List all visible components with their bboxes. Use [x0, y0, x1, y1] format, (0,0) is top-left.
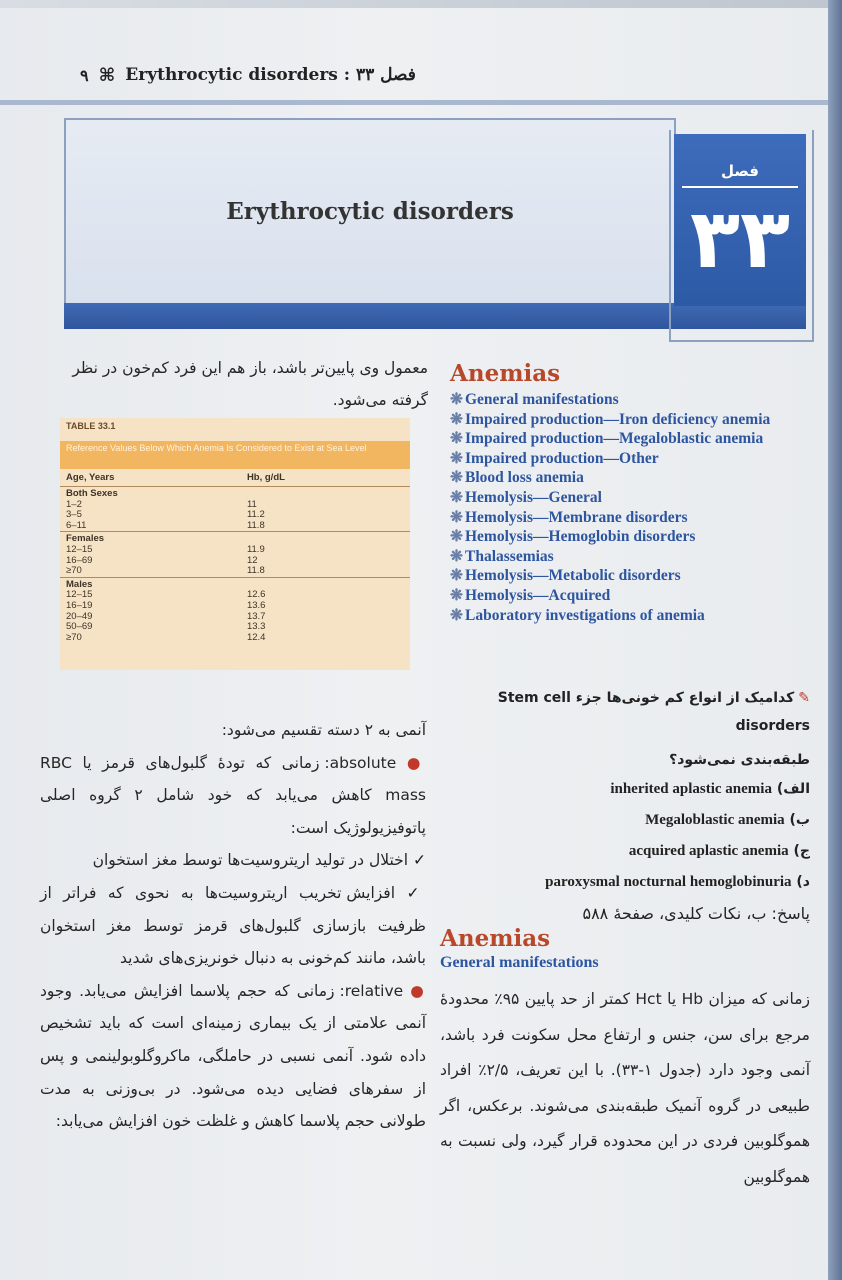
table-cell-hb: 11.2	[246, 509, 265, 521]
toc-item	[450, 429, 810, 449]
toc-item	[450, 488, 810, 508]
toc-item-label: Hemolysis—Acquired	[465, 586, 611, 604]
table-cell-age: ≥70	[66, 631, 82, 643]
table-cell-age: ≥70	[66, 565, 82, 577]
anemia-types-intro: آنمی به ۲ دسته تقسیم می‌شود:	[221, 721, 426, 739]
table-row	[60, 521, 410, 532]
table-row	[60, 556, 410, 567]
toc-item	[450, 508, 810, 528]
table-group-name: Females	[60, 532, 410, 545]
question-options	[440, 774, 810, 898]
toc-item-label: Thalassemias	[465, 547, 554, 565]
toc-item-label: Impaired production—Iron deficiency anemia	[465, 410, 771, 428]
table-body	[60, 487, 410, 644]
check-text-2: افزایش تخریب اریتروسیت‌ها به نحوی که فراتر از ظرفیت بازسازی گلبول‌های قرمز توسط مغز استخوان باشد، مانند کم‌خونی به دنبال خونریزی‌های شدید	[40, 883, 426, 968]
toc-item-label: Hemolysis—General	[465, 488, 602, 506]
table-row	[60, 510, 410, 521]
table-cell-age: 16–19	[66, 599, 93, 611]
asterisk-icon: ❋	[450, 528, 463, 546]
page-right-edge	[828, 0, 842, 1280]
header-rule	[0, 100, 828, 105]
question-block	[440, 684, 810, 930]
table-group-row	[60, 487, 410, 500]
reference-table	[60, 418, 410, 670]
option-label: ب)	[789, 812, 810, 828]
table-cell-age: 3–5	[66, 509, 82, 521]
table-row	[60, 622, 410, 633]
pencil-icon: ✎	[798, 690, 810, 706]
question-line-2: طبقه‌بندی نمی‌شود؟	[669, 752, 810, 768]
asterisk-icon: ❋	[450, 488, 463, 506]
table-row	[60, 500, 410, 511]
left-intro-text: معمول وی پایین‌تر باشد، باز هم این فرد کم‌خون در نظر گرفته می‌شود.	[72, 359, 428, 409]
toc-list	[450, 390, 810, 625]
chapter-number-box	[674, 134, 806, 306]
absolute-anemia-item	[40, 747, 426, 845]
table-cell-age: 12–15	[66, 589, 93, 601]
table-cell-hb: 11.9	[246, 543, 265, 555]
chapter-word: فصل	[721, 162, 759, 180]
table-row	[60, 590, 410, 601]
table-row	[60, 566, 410, 577]
table-cell-hb: 12.4	[246, 631, 266, 643]
table-cell-age: 16–69	[66, 554, 93, 566]
question-option	[440, 774, 810, 805]
asterisk-icon: ❋	[450, 547, 463, 565]
check-icon: ✓	[408, 851, 426, 870]
table-cell-age: 1–2	[66, 498, 82, 510]
toc-item	[450, 586, 810, 606]
table-row	[60, 612, 410, 623]
option-label: الف)	[776, 781, 810, 797]
general-manifestations-paragraph: زمانی که میزان Hb یا Hct کمتر از حد پایین ۹۵٪ محدودهٔ مرجع برای سن، جنس و ارتفاع محل سکونت فرد باشد، آنمی وجود دارد (جدول ۱-۳۳). با این تعریف، ۲/۵٪ افراد طبیعی در گروه آنمیک طبقه‌بندی می‌شوند. برعکس، اگر هموگلوبین فردی در این محدوده قرار گیرد، ولی نسبت به هموگلوبین	[440, 990, 811, 1186]
table-cell-age: 12–15	[66, 543, 93, 555]
table-cell-age: 20–49	[66, 610, 93, 622]
question-answer: پاسخ: ب، نکات کلیدی، صفحهٔ ۵۸۸	[582, 904, 810, 923]
check-icon: ✓	[395, 883, 427, 902]
banner-bar	[64, 303, 806, 329]
relative-anemia-text: relative: زمانی که حجم پلاسما افزایش می‌یابد. وجود آنمی علامتی از یک بیماری زمینه‌ای است که باید تشخیص داده شود. آنمی نسبی در حاملگی، ماکروگلوبولینمی و پس از سفرهای فضایی دیده می‌شود. در بی‌وزنی به مدت طولانی حجم پلاسما کاهش و غلظت خون افزایش می‌یابد:	[40, 981, 426, 1131]
option-text: inherited aplastic anemia	[610, 781, 772, 797]
table-caption: TABLE 33.1	[66, 421, 116, 431]
asterisk-icon: ❋	[450, 508, 463, 526]
table-cell-age: 50–69	[66, 621, 93, 633]
table-row	[60, 633, 410, 644]
table-cell-age: 6–11	[66, 519, 87, 531]
toc-item-label: Laboratory investigations of anemia	[465, 606, 705, 624]
toc-item	[450, 566, 810, 586]
option-text: Megaloblastic anemia	[645, 812, 785, 828]
table-cell-hb: 11	[246, 498, 257, 510]
option-text: acquired aplastic anemia	[628, 843, 789, 859]
check-text-1: اختلال در تولید اریتروسیت‌ها توسط مغز استخوان	[92, 851, 409, 870]
section-general-manifestations	[440, 925, 810, 973]
option-text: paroxysmal nocturnal hemoglobinuria	[545, 874, 792, 890]
asterisk-icon: ❋	[450, 469, 463, 487]
toc-item	[450, 410, 810, 430]
option-label: ج)	[793, 843, 810, 859]
chapter-glyph-icon: ⌘	[98, 64, 116, 86]
toc-item	[450, 468, 810, 488]
check-item-1	[40, 844, 426, 877]
table-group-name: Both Sexes	[66, 488, 118, 499]
table-group-row	[60, 532, 410, 545]
bullet-icon: ●	[403, 981, 427, 1000]
asterisk-icon: ❋	[450, 586, 463, 604]
absolute-anemia-text: absolute: زمانی که تودهٔ گلبول‌های قرمز یا RBC mass کاهش می‌یابد که خود شامل ۲ گروه اصلی پاتوفیزیولوژیک است:	[40, 753, 426, 837]
table-cell-hb: 13.7	[246, 610, 266, 622]
check-item-2	[40, 877, 426, 975]
chapter-number: ۳۳	[689, 192, 791, 287]
asterisk-icon: ❋	[450, 449, 463, 467]
toc-item	[450, 606, 810, 626]
chapter-banner	[64, 118, 676, 305]
table-cell-hb: 11.8	[246, 565, 265, 577]
toc-item-label: Hemolysis—Membrane disorders	[465, 508, 688, 526]
option-label: د)	[796, 874, 810, 890]
asterisk-icon: ❋	[450, 567, 463, 585]
table-cell-hb: 12.6	[246, 589, 266, 601]
asterisk-icon: ❋	[450, 430, 463, 448]
toc-item-label: Hemolysis—Hemoglobin disorders	[465, 528, 696, 546]
table-row	[60, 601, 410, 612]
asterisk-icon: ❋	[450, 606, 463, 624]
running-header	[80, 60, 430, 90]
toc-item-label: General manifestations	[465, 391, 619, 408]
table-cell-hb: 13.6	[246, 599, 266, 611]
right-body-text	[440, 982, 810, 1195]
left-body-text	[40, 714, 426, 1138]
relative-anemia-item	[40, 975, 426, 1138]
question-line-1	[440, 684, 810, 740]
bullet-icon: ●	[396, 753, 427, 772]
running-header-title: Erythrocytic disorders : فصل ۳۳	[125, 65, 416, 85]
table-cell-hb: 12	[246, 554, 258, 566]
toc-item	[450, 449, 810, 469]
table-subtitle: Reference Values Below Which Anemia Is Considered to Exist at Sea Level	[60, 441, 410, 469]
toc-item-label: Impaired production—Megaloblastic anemia	[465, 430, 764, 448]
table-cell-hb: 11.8	[246, 519, 265, 531]
table-cell-hb: 13.3	[246, 621, 266, 633]
toc-item	[450, 547, 810, 567]
table-header-hb: Hb, g/dL	[197, 469, 410, 487]
page-top-shadow	[0, 0, 828, 8]
page-number: ۹	[80, 65, 89, 85]
table-header-age: Age, Years	[60, 469, 197, 487]
question-option	[440, 836, 810, 867]
question-option	[440, 867, 810, 898]
table-group-row	[60, 577, 410, 590]
asterisk-icon: ❋	[450, 410, 463, 428]
toc-item	[450, 390, 810, 410]
toc-item-label: Impaired production—Other	[465, 449, 659, 467]
toc-item-label: Blood loss anemia	[465, 469, 584, 487]
toc-item	[450, 527, 810, 547]
question-text-1: کدامیک از انواع کم خونی‌ها جزء Stem cell disorders	[497, 690, 810, 734]
asterisk-icon: ❋	[450, 391, 463, 408]
section-subtitle: General manifestations	[440, 954, 599, 971]
table-group-name: Males	[60, 577, 410, 590]
toc-title: Anemias	[450, 360, 561, 387]
section-title: Anemias	[440, 925, 551, 952]
chapter-toc	[450, 360, 810, 625]
toc-item-label: Hemolysis—Metabolic disorders	[465, 567, 681, 585]
table-row	[60, 545, 410, 556]
chapter-title: Erythrocytic disorders	[226, 198, 514, 225]
chapter-divider	[682, 186, 798, 188]
question-option	[440, 805, 810, 836]
